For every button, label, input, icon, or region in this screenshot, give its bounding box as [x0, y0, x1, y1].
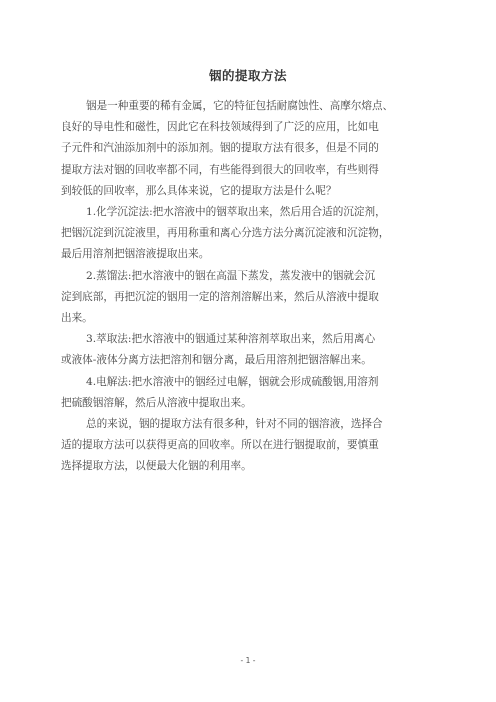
text-line: 把硫酸铟溶解，然后从溶液中提取出来。: [61, 396, 252, 409]
text-line: 适的提取方法可以获得更高的回收率。所以在进行铟提取前，要慎重: [61, 439, 379, 452]
page-number: - 1 -: [240, 656, 256, 665]
text-line: 4.电解法:把水溶液中的铟经过电解，铟就会形成硫酸铟,用溶剂: [86, 375, 379, 388]
text-line: 提取方法对铟的回收率都不同，有些能得到很大的回收率，有些则得: [61, 163, 379, 176]
paragraph-method-1: [61, 202, 437, 266]
text-line: 1.化学沉淀法:把水溶液中的铟萃取出来，然后用合适的沉淀剂，: [86, 206, 386, 219]
text-line: 淀到底部，再把沉淀的铟用一定的溶剂溶解出来，然后从溶液中提取: [61, 290, 379, 303]
text-line: 良好的导电性和磁性，因此它在科技领域得到了广泛的应用，比如电: [61, 121, 379, 134]
paragraph-conclusion: [61, 414, 437, 478]
text-line: 子元件和汽油添加剂中的添加剂。铟的提取方法有很多，但是不同的: [61, 142, 379, 155]
text-line: 最后用溶剂把铟溶液提取出来。: [61, 248, 210, 261]
paragraph-intro: [61, 96, 437, 202]
text-line: 总的来说，铟的提取方法有很多种，针对不同的铟溶液，选择合: [86, 418, 383, 431]
document-body: [61, 96, 437, 478]
text-line: 把铟沉淀到沉淀液里，再用称重和离心分选方法分离沉淀液和沉淀物，: [61, 227, 390, 240]
paragraph-method-4: [61, 372, 437, 414]
text-line: 出来。: [61, 312, 93, 325]
document-title: 铟的提取方法: [208, 68, 287, 83]
paragraph-method-3: [61, 329, 437, 371]
text-line: 2.蒸馏法:把水溶液中的铟在高温下蒸发，蒸发液中的铟就会沉: [86, 269, 376, 282]
text-line: 到较低的回收率，那么具体来说，它的提取方法是什么呢？: [61, 184, 337, 197]
paragraph-method-2: [61, 266, 437, 330]
text-line: 铟是一种重要的稀有金属，它的特征包括耐腐蚀性、高摩尔熔点、: [86, 100, 394, 112]
text-line: 选择提取方法，以便最大化铟的利用率。: [61, 460, 252, 473]
text-line: 或液体-液体分离方法把溶剂和铟分离，最后用溶剂把铟溶解出来。: [61, 354, 372, 367]
text-line: 3.萃取法:把水溶液中的铟通过某种溶剂萃取出来，然后用离心: [86, 333, 376, 346]
